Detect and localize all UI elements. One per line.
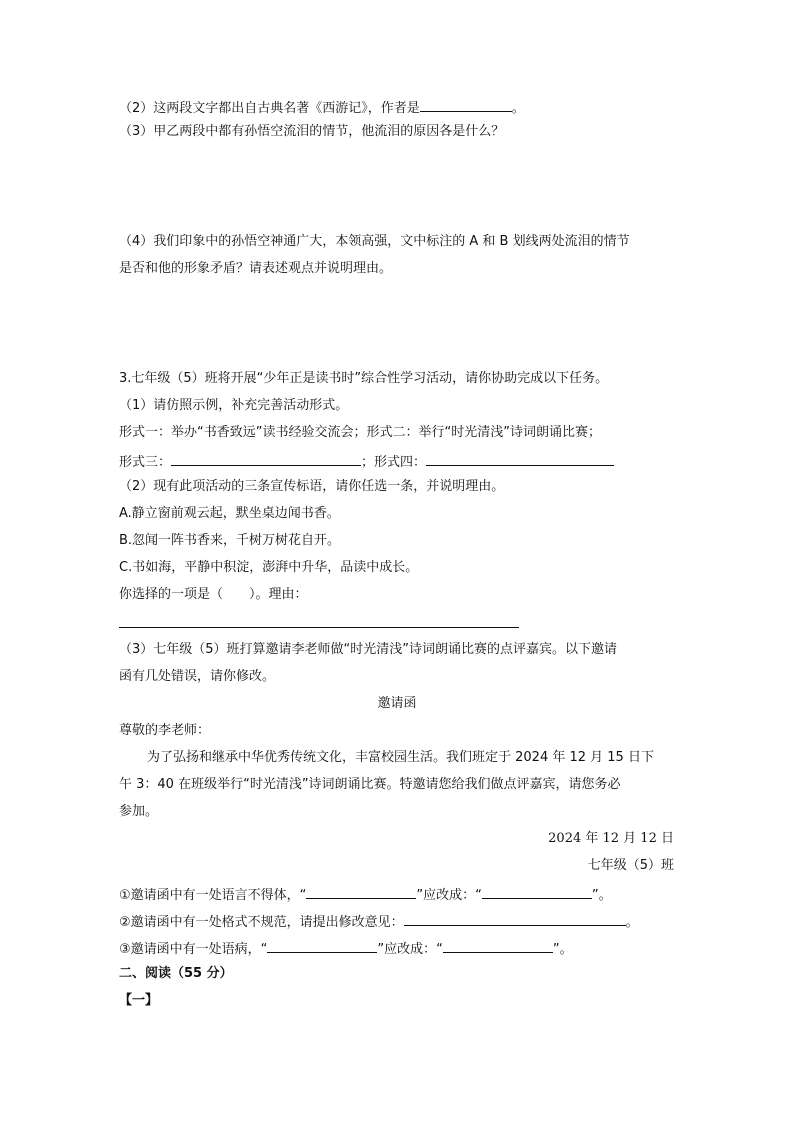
activity-form-examples: 形式一：举办“书香致远”读书经验交流会；形式二：举行“时光清浅”诗词朗诵比赛； xyxy=(119,425,601,440)
fix-item-1-label: ①邀请函中有一处语言不得体，“ xyxy=(119,888,307,903)
fix-item-2 xyxy=(119,911,639,932)
question-2-4-line1: （4）我们印象中的孙悟空神通广大，本领高强，文中标注的 A 和 B 划线两处流泪的情节 xyxy=(119,234,630,249)
fix-item-2-end: 。 xyxy=(625,915,639,930)
section-2-sub: 【一】 xyxy=(119,993,159,1008)
slogan-option-a: A.静立窗前观云起，默坐桌边闻书香。 xyxy=(119,506,340,521)
fix-item-3-label: ③邀请函中有一处语病，“ xyxy=(119,942,268,957)
choice-prompt: 你选择的一项是（ ）。理由： xyxy=(119,587,308,602)
question-2-2-end: 。 xyxy=(511,101,525,116)
activity-form-blanks xyxy=(119,451,614,472)
question-3-3-line1: （3）七年级（5）班打算邀请李老师做“时光清浅”诗词朗诵比赛的点评嘉宾。以下邀请 xyxy=(119,642,618,657)
fix-item-1 xyxy=(119,884,612,905)
letter-sender: 七年级（5）班 xyxy=(587,858,674,873)
letter-salutation: 尊敬的李老师： xyxy=(119,723,211,738)
fix-1-original-blank[interactable] xyxy=(306,884,416,899)
question-3-1-title: （1）请仿照示例，补充完善活动形式。 xyxy=(119,398,349,413)
fix-item-3 xyxy=(119,938,573,959)
reason-answer-line[interactable] xyxy=(119,627,519,628)
fix-item-3-end: ”。 xyxy=(552,942,573,957)
question-3-intro: 3.七年级（5）班将开展“少年正是读书时”综合性学习活动，请你协助完成以下任务。 xyxy=(119,371,609,386)
fix-item-2-label: ②邀请函中有一处格式不规范，请提出修改意见： xyxy=(119,915,404,930)
question-3-3-line2: 函有几处错误，请你修改。 xyxy=(119,669,276,684)
letter-date: 2024 年 12 月 12 日 xyxy=(548,831,674,846)
letter-title: 邀请函 xyxy=(377,696,417,711)
question-2-3: （3）甲乙两段中都有孙悟空流泪的情节，他流泪的原因各是什么？ xyxy=(119,124,505,139)
fix-item-3-mid: ”应改成：“ xyxy=(377,942,443,957)
fix-2-suggestion-blank[interactable] xyxy=(404,911,626,926)
letter-body-line1: 为了弘扬和继承中华优秀传统文化，丰富校园生活。我们班定于 2024 年 12 月 15 日下 xyxy=(147,750,654,765)
fix-3-corrected-blank[interactable] xyxy=(443,938,553,953)
question-3-2-title: （2）现有此项活动的三条宣传标语，请你任选一条，并说明理由。 xyxy=(119,479,505,494)
author-answer-blank[interactable] xyxy=(420,97,512,112)
slogan-option-c: C.书如海，平静中积淀，澎湃中升华，品读中成长。 xyxy=(119,560,419,575)
form3-answer-blank[interactable] xyxy=(171,451,361,466)
section-2-title: 二、阅读（55 分） xyxy=(119,966,233,981)
form4-label: ；形式四： xyxy=(361,455,427,470)
letter-body-line2: 午 3：40 在班级举行“时光清浅”诗词朗诵比赛。特邀请您给我们做点评嘉宾，请您务必 xyxy=(119,777,621,792)
slogan-option-b: B.忽闻一阵书香来，千树万树花自开。 xyxy=(119,533,341,548)
question-2-4-line2: 是否和他的形象矛盾？请表述观点并说明理由。 xyxy=(119,261,393,276)
fix-item-1-mid: ”应改成：“ xyxy=(416,888,482,903)
question-2-2 xyxy=(119,97,525,118)
letter-body-line3: 参加。 xyxy=(119,804,159,819)
form3-label: 形式三： xyxy=(119,455,172,470)
question-2-2-text: （2）这两段文字都出自古典名著《西游记》，作者是 xyxy=(119,101,420,116)
fix-1-corrected-blank[interactable] xyxy=(482,884,592,899)
fix-3-original-blank[interactable] xyxy=(267,938,377,953)
fix-item-1-end: ”。 xyxy=(591,888,612,903)
form4-answer-blank[interactable] xyxy=(426,451,614,466)
